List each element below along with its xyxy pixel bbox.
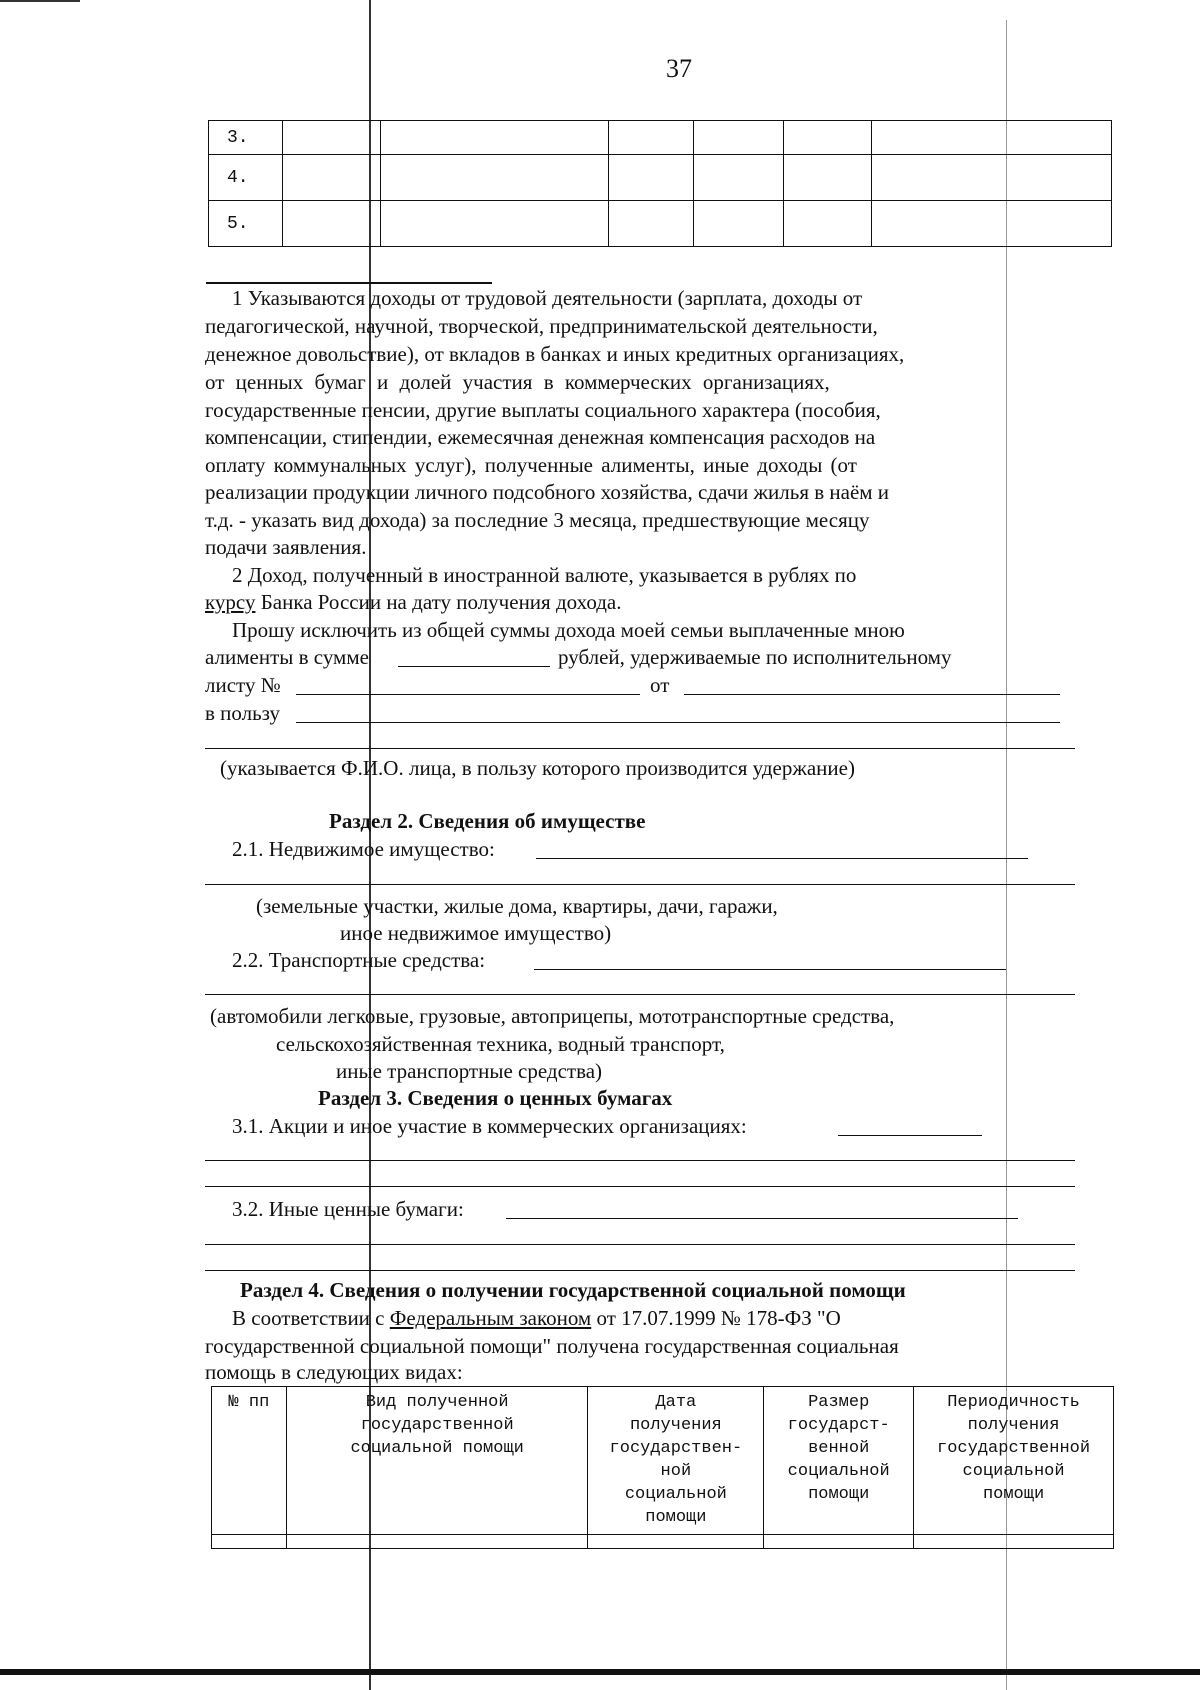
col-header-aid-type: Вид полученной государственной социальной помощи (286, 1387, 588, 1535)
real-estate-label: 2.1. Недвижимое имущество: (232, 837, 495, 861)
footnote-1-line: государственные пенсии, другие выплаты социального характера (пособия, (205, 398, 881, 422)
vehicles-label: 2.2. Транспортные средства: (232, 948, 486, 972)
shares-label: 3.1. Акции и иное участие в коммерческих организациях: (232, 1114, 747, 1138)
footnote-1-line: т.д. - указать вид дохода) за последние 3 месяца, предшествующие месяцу (205, 508, 870, 532)
real-estate-field[interactable] (536, 858, 1028, 859)
footnote-1-line: подачи заявления. (205, 535, 367, 559)
col-header-periodicity: Периодичность получения государственной социальной помощи (914, 1387, 1114, 1535)
securities-field-continued[interactable] (205, 1270, 1075, 1271)
row-number-cell: 5. (209, 201, 283, 247)
vehicles-note: сельскохозяйственная техника, водный транспорт, (276, 1032, 725, 1056)
securities-field-continued[interactable] (205, 1244, 1075, 1245)
beneficiary-label: в пользу (205, 701, 281, 725)
footnote-1-line: от ценных бумаг и долей участия в коммерческих организациях, (205, 370, 830, 394)
footnote-1-line: 1 Указываются доходы от трудовой деятельности (зарплата, доходы от (232, 286, 863, 310)
shares-field-continued[interactable] (205, 1160, 1075, 1161)
writ-number-field[interactable] (296, 694, 640, 695)
securities-field[interactable] (506, 1218, 1018, 1219)
row-number-cell: 4. (209, 155, 283, 201)
shares-field[interactable] (838, 1135, 982, 1136)
beneficiary-caption: (указывается Ф.И.О. лица, в пользу которого производится удержание) (220, 756, 855, 780)
section-3-title: Раздел 3. Сведения о ценных бумагах (318, 1086, 673, 1110)
scan-bottom-edge (0, 1669, 1200, 1675)
vehicles-note: иные транспортные средства) (336, 1059, 603, 1083)
social-aid-table (211, 1386, 1114, 1549)
alimony-request: Прошу исключить из общей суммы дохода моей семьи выплаченные мною (232, 618, 905, 642)
federal-law-link[interactable]: Федеральным законом (389, 1306, 592, 1330)
income-table-continuation (208, 120, 1112, 247)
table-row (212, 1535, 1114, 1549)
currency-link[interactable]: курсу (205, 590, 256, 614)
alimony-amount-label: алименты в сумме (205, 645, 369, 669)
table-row (209, 155, 1112, 201)
table-header-row (212, 1387, 1114, 1535)
table-row (209, 121, 1112, 155)
footnote-1-line: педагогической, научной, творческой, предпринимательской деятельности, (205, 314, 878, 338)
beneficiary-field-continued[interactable] (205, 748, 1075, 749)
col-header-date: Дата получения государствен- ной социальной помощи (588, 1387, 764, 1535)
beneficiary-field[interactable] (296, 722, 1060, 723)
securities-label: 3.2. Иные ценные бумаги: (232, 1197, 464, 1221)
vehicles-note: (автомобили легковые, грузовые, автоприцепы, мототранспортные средства, (210, 1004, 895, 1028)
real-estate-note: иное недвижимое имущество) (340, 921, 612, 945)
page-number: 37 (666, 54, 692, 83)
table-row (209, 201, 1112, 247)
section-4-paragraph: государственной социальной помощи" получена государственная социальная (205, 1334, 899, 1358)
footnote-1-line: денежное довольствие), от вкладов в банках и иных кредитных организациях, (205, 342, 905, 366)
col-header-amount: Размер государст- венной социальной помощи (764, 1387, 914, 1535)
writ-number-label: листу № (205, 673, 281, 697)
section-2-title: Раздел 2. Сведения об имуществе (329, 809, 646, 833)
alimony-amount-field[interactable] (398, 666, 550, 667)
alimony-amount-rest: рублей, удерживаемые по исполнительному (558, 645, 952, 669)
footnote-1-line: оплату коммунальных услуг), полученные алименты, иные доходы (от (205, 453, 857, 477)
footnote-1-line: реализации продукции личного подсобного хозяйства, сдачи жилья в наём и (205, 480, 890, 504)
footnote-1-line: компенсации, стипендии, ежемесячная денежная компенсация расходов на (205, 425, 876, 449)
scan-corner-mark (0, 0, 80, 2)
real-estate-field-continued[interactable] (205, 884, 1075, 885)
real-estate-note: (земельные участки, жилые дома, квартиры, дачи, гаражи, (256, 894, 778, 918)
section-4-paragraph: В соответствии с Федеральным законом от 17.07.1999 № 178-ФЗ "О (232, 1306, 841, 1330)
vehicles-field[interactable] (534, 969, 1006, 970)
footnote-2-line: курсу Банка России на дату получения дохода. (205, 590, 622, 614)
section-4-paragraph: помощь в следующих видах: (205, 1360, 463, 1384)
section-4-title: Раздел 4. Сведения о получении государственной социальной помощи (240, 1278, 906, 1302)
col-header-number: № пп (212, 1387, 287, 1535)
footnote-2-line: 2 Доход, полученный в иностранной валюте, указывается в рублях по (232, 563, 857, 587)
shares-field-continued[interactable] (205, 1186, 1075, 1187)
row-number-cell: 3. (209, 121, 283, 155)
vehicles-field-continued[interactable] (205, 994, 1075, 995)
writ-date-label: от (650, 673, 670, 697)
writ-date-field[interactable] (684, 694, 1060, 695)
